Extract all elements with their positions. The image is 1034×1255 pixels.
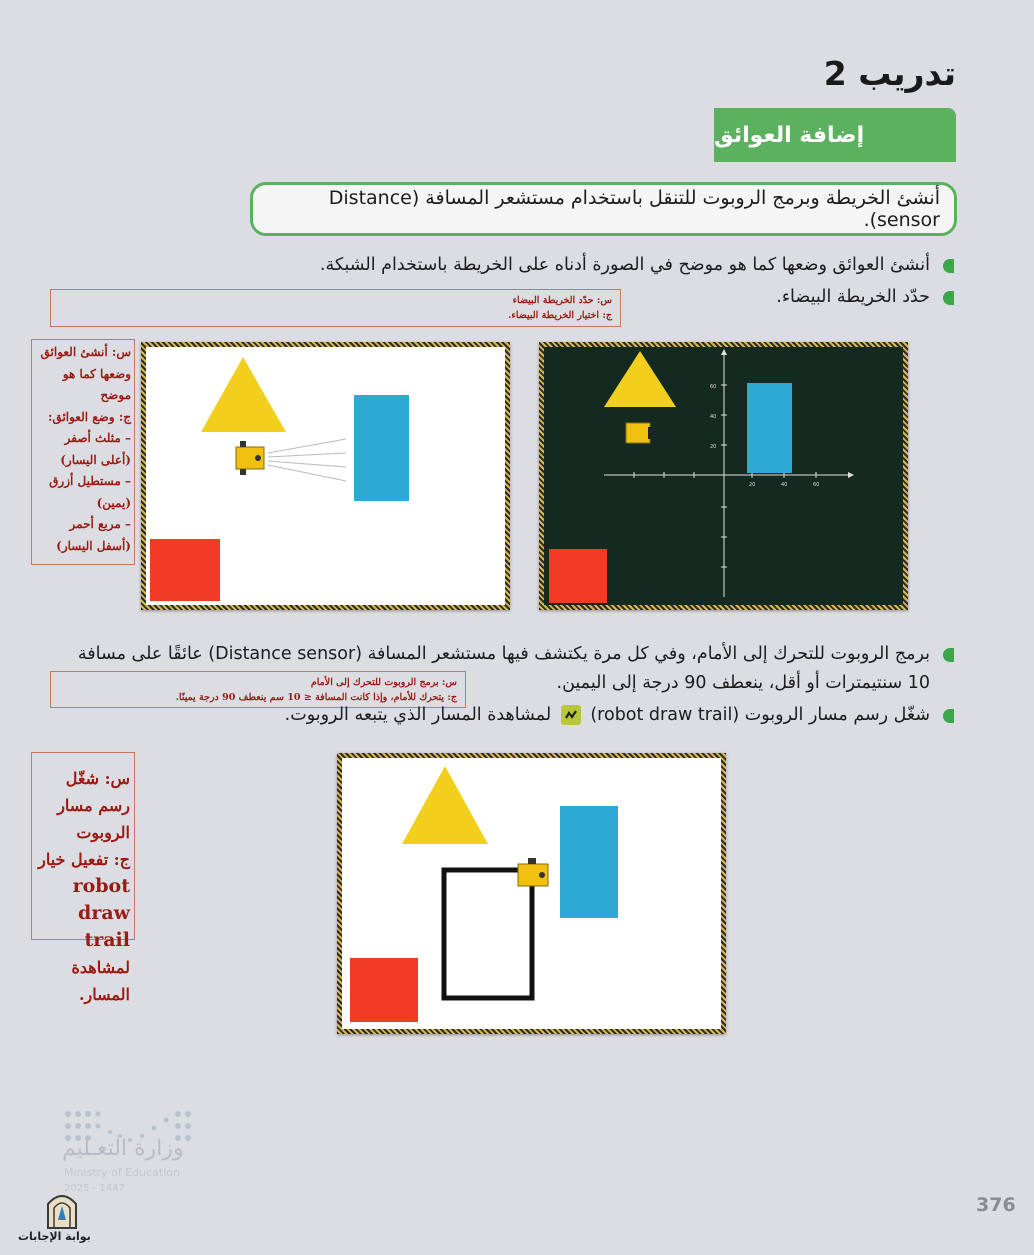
sensor-beams-icon: [268, 439, 346, 481]
annotation-question: س: شغّل رسم مسار الروبوت: [57, 769, 130, 842]
annotation-question: س: برمج الروبوت للتحرك إلى الأمام: [310, 677, 457, 688]
yellow-triangle-obstacle: [604, 351, 676, 407]
y-axis-arrow-icon: [721, 349, 727, 355]
annotation-answer: ج: وضع العوائق:: [48, 409, 131, 424]
green-bullet-icon: [943, 709, 954, 723]
robot-icon: [518, 858, 548, 886]
annotation-item: – مستطيل أزرق (يمين): [49, 474, 131, 510]
yellow-triangle-obstacle: [402, 766, 488, 844]
annotation-obstacles: [31, 339, 135, 565]
annotation-answer: ج: تفعيل خيار: [38, 850, 130, 869]
blue-rectangle-obstacle: [354, 395, 409, 501]
robot-draw-trail-icon[interactable]: [561, 705, 581, 725]
draw-trail-text-end: لمشاهدة المسار الذي يتبعه الروبوت.: [284, 705, 552, 725]
ministry-name-english: Ministry of Education: [64, 1166, 181, 1179]
green-bullet-icon: [943, 291, 954, 305]
bullet-draw-trail: [285, 702, 930, 728]
blue-rectangle-obstacle: [560, 806, 618, 918]
section-banner-label: إضافة العوائق: [714, 122, 865, 148]
ministry-name-arabic: وزارة التعـليم: [62, 1136, 184, 1161]
annotation-item: – مربع أحمر (أسفل اليسار): [56, 517, 131, 553]
y-tick-label: 40: [710, 414, 717, 420]
x-tick-label: 60: [813, 482, 820, 488]
red-square-obstacle: [150, 539, 220, 601]
x-axis-arrow-icon: [848, 472, 854, 478]
annotation-answer: ج: اختيار الخريطة البيضاء.: [508, 310, 612, 321]
annotation-draw-trail: [31, 752, 135, 1004]
bullet-create-obstacles: أنشئ العوائق وضعها كما هو موضح في الصورة أدناه على الخريطة باستخدام الشبكة.: [319, 255, 930, 275]
blue-rectangle-obstacle: [747, 383, 792, 473]
bullet-program-robot-line1: برمج الروبوت للتحرك إلى الأمام، وفي كل مرة يكتشف فيها مستشعر المسافة (Distance sensor) عائقًا على مسافة: [77, 644, 930, 664]
annotation-answer-end: لمشاهدة المسار.: [71, 958, 130, 1004]
x-tick-label: 40: [781, 482, 788, 488]
grid-map-canvas: [539, 342, 908, 610]
robot-icon: [236, 441, 264, 475]
exercise-title: تدريب 2: [823, 54, 956, 93]
annotation-question: س: أنشئ العوائق وضعها كما هو موضح: [40, 345, 131, 402]
annotation-item: – مثلث أصفر (أعلى اليسار): [60, 431, 131, 467]
section-banner: [714, 108, 956, 162]
bullet-select-map: حدّد الخريطة البيضاء.: [776, 287, 930, 307]
y-tick-label: 60: [710, 384, 717, 390]
y-tick-label: 20: [710, 444, 717, 450]
task-instruction-text: أنشئ الخريطة وبرمج الروبوت للتنقل باستخدام مستشعر المسافة (Distance sensor).: [328, 187, 940, 231]
portal-logo-icon: [42, 1186, 82, 1230]
green-bullet-icon: [943, 648, 954, 662]
trail-map-canvas: [337, 753, 726, 1034]
annotation-select-map: [50, 289, 621, 327]
draw-trail-text: شغّل رسم مسار الروبوت (robot draw trail): [590, 705, 930, 725]
white-map-canvas: [141, 342, 510, 610]
robot-trail-path: [444, 870, 532, 998]
annotation-answer: ج: يتحرك للأمام، وإذا كانت المسافة ≤ 10 سم ينعطف 90 درجة يمينًا.: [175, 692, 457, 703]
page-number: 376: [976, 1194, 1016, 1216]
portal-label: بوابة الإجابات: [18, 1230, 91, 1243]
annotation-english-term: robot draw trail: [72, 875, 130, 951]
robot-icon: [626, 423, 652, 443]
red-square-obstacle: [350, 958, 418, 1022]
yellow-triangle-obstacle: [201, 357, 286, 432]
x-tick-label: 20: [749, 482, 756, 488]
bullet-program-robot-line2: 10 سنتيمترات أو أقل، ينعطف 90 درجة إلى اليمين.: [556, 673, 930, 693]
task-instruction-box: [250, 182, 957, 236]
annotation-question: س: حدّد الخريطة البيضاء: [512, 295, 612, 306]
green-bullet-icon: [943, 259, 954, 273]
ministry-year: 2025 - 1447: [64, 1183, 125, 1194]
red-square-obstacle: [549, 549, 607, 603]
